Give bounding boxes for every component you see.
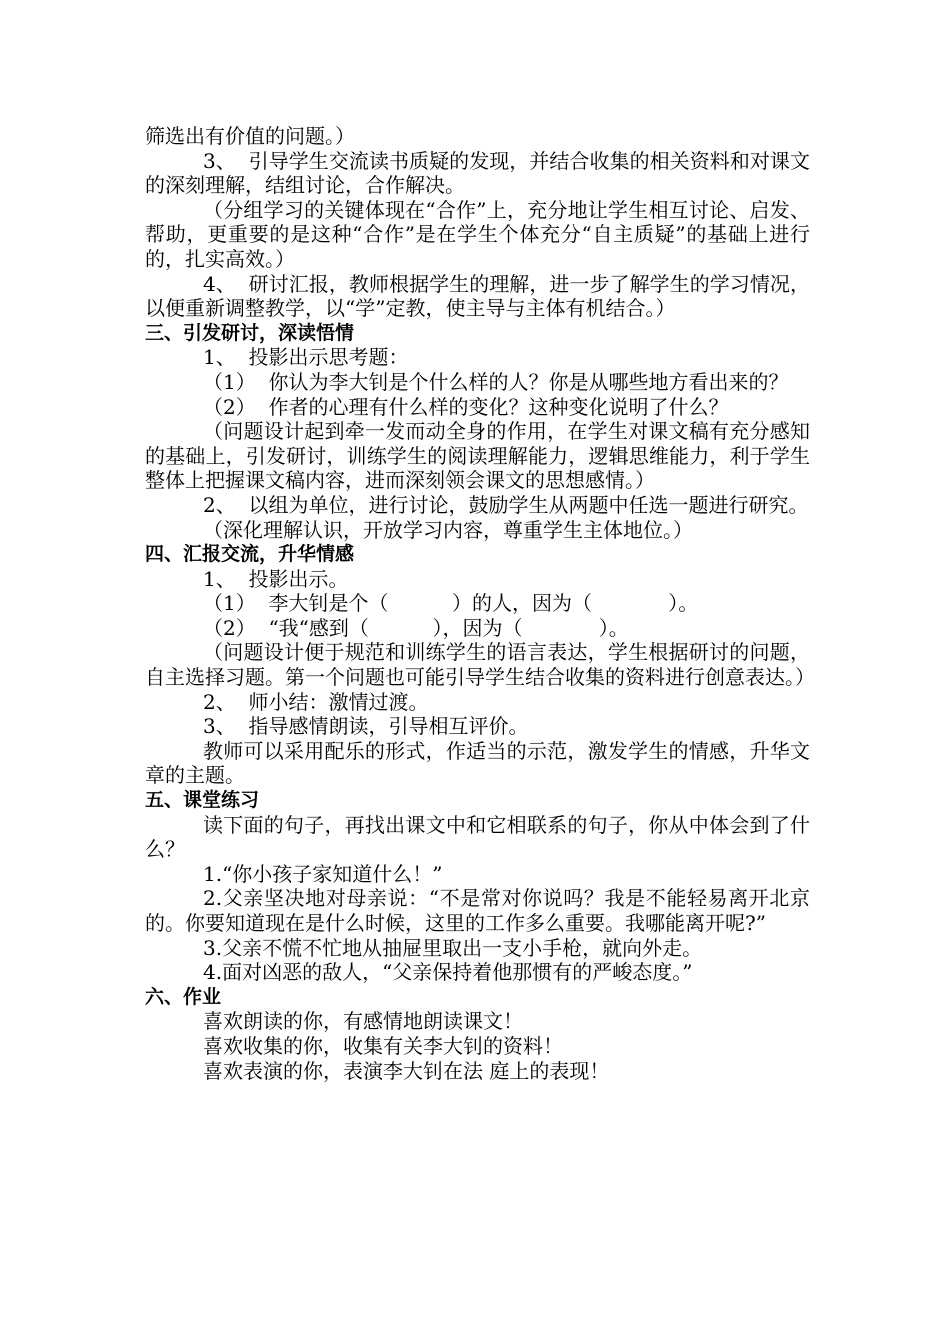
paragraph: 2.父亲坚决地对母亲说：“不是常对你说吗？我是不能轻易离开北京的。你要知道现在是什么时候，这里的工作多么重要。我哪能离开呢?” [145, 886, 810, 935]
paragraph: （问题设计便于规范和训练学生的语言表达，学生根据研讨的问题，自主选择习题。第一个问题也可能引导学生结合收集的资料进行创意表达。） [145, 640, 815, 690]
section-heading: 五、课堂练习 [145, 789, 260, 812]
section-heading: 六、作业 [145, 985, 222, 1008]
paragraph: 喜欢收集的你，收集有关李大钊的资料！ [203, 1033, 563, 1058]
paragraph: 3、 指导感情朗读，引导相互评价。 [203, 714, 529, 739]
paragraph: 筛选出有价值的问题。） [145, 124, 355, 148]
paragraph: （2） 作者的心理有什么样的变化？这种变化说明了什么？ [203, 394, 729, 419]
paragraph: （深化理解认识，开放学习内容，尊重学生主体地位。） [203, 517, 693, 542]
paragraph: （2） “我“感到（ ），因为（ ）。 [203, 615, 629, 640]
paragraph: 教师可以采用配乐的形式，作适当的示范，激发学生的情感，升华文章的主题。 [145, 738, 810, 788]
paragraph: 喜欢表演的你，表演李大钊在法 庭上的表现！ [203, 1058, 610, 1083]
paragraph: （1） 李大钊是个（ ）的人，因为（ ）。 [203, 591, 699, 616]
paragraph: 3.父亲不慌不忙地从抽屉里取出一支小手枪，就向外走。 [203, 935, 703, 960]
paragraph: 2、 师小结：激情过渡。 [203, 689, 429, 714]
paragraph: 1.“你小孩子家知道什么！” [203, 861, 443, 886]
paragraph: 1、 投影出示。 [203, 566, 349, 591]
document-body [145, 124, 815, 1083]
section-heading: 四、汇报交流，升华情感 [145, 543, 355, 566]
paragraph: 3、 引导学生交流读书质疑的发现，并结合收集的相关资料和对课文的深刻理解，结组讨论，合作解决。 [145, 148, 810, 198]
paragraph: 喜欢朗读的你，有感情地朗读课文！ [203, 1009, 523, 1034]
paragraph: 读下面的句子，再找出课文中和它相联系的句子，你从中体会到了什么？ [145, 812, 810, 862]
paragraph: 2、 以组为单位，进行讨论，鼓励学生从两题中任选一题进行研究。 [203, 492, 809, 517]
paragraph: 1、 投影出示思考题： [203, 345, 409, 370]
paragraph: （1） 你认为李大钊是个什么样的人？你是从哪些地方看出来的？ [203, 369, 789, 394]
paragraph: （分组学习的关键体现在“合作”上，充分地让学生相互讨论、启发、帮助，更重要的是这种“合作”是在学生个体充分“自主质疑”的基础上进行的，扎实高效。） [145, 197, 810, 271]
paragraph: 4、 研讨汇报，教师根据学生的理解，进一步了解学生的学习情况，以便重新调整教学，以“学”定教，使主导与主体有机结合。） [145, 271, 810, 321]
section-heading: 三、引发研讨，深读悟情 [145, 321, 355, 344]
paragraph: 4.面对凶恶的敌人，“父亲保持着他那惯有的严峻态度。” [203, 960, 693, 985]
paragraph: （问题设计起到牵一发而动全身的作用，在学生对课文稿有充分感知的基础上，引发研讨，训练学生的阅读理解能力，逻辑思维能力，利于学生整体上把握课文稿内容，进而深刻领会课文的思想感情。） [145, 419, 810, 493]
